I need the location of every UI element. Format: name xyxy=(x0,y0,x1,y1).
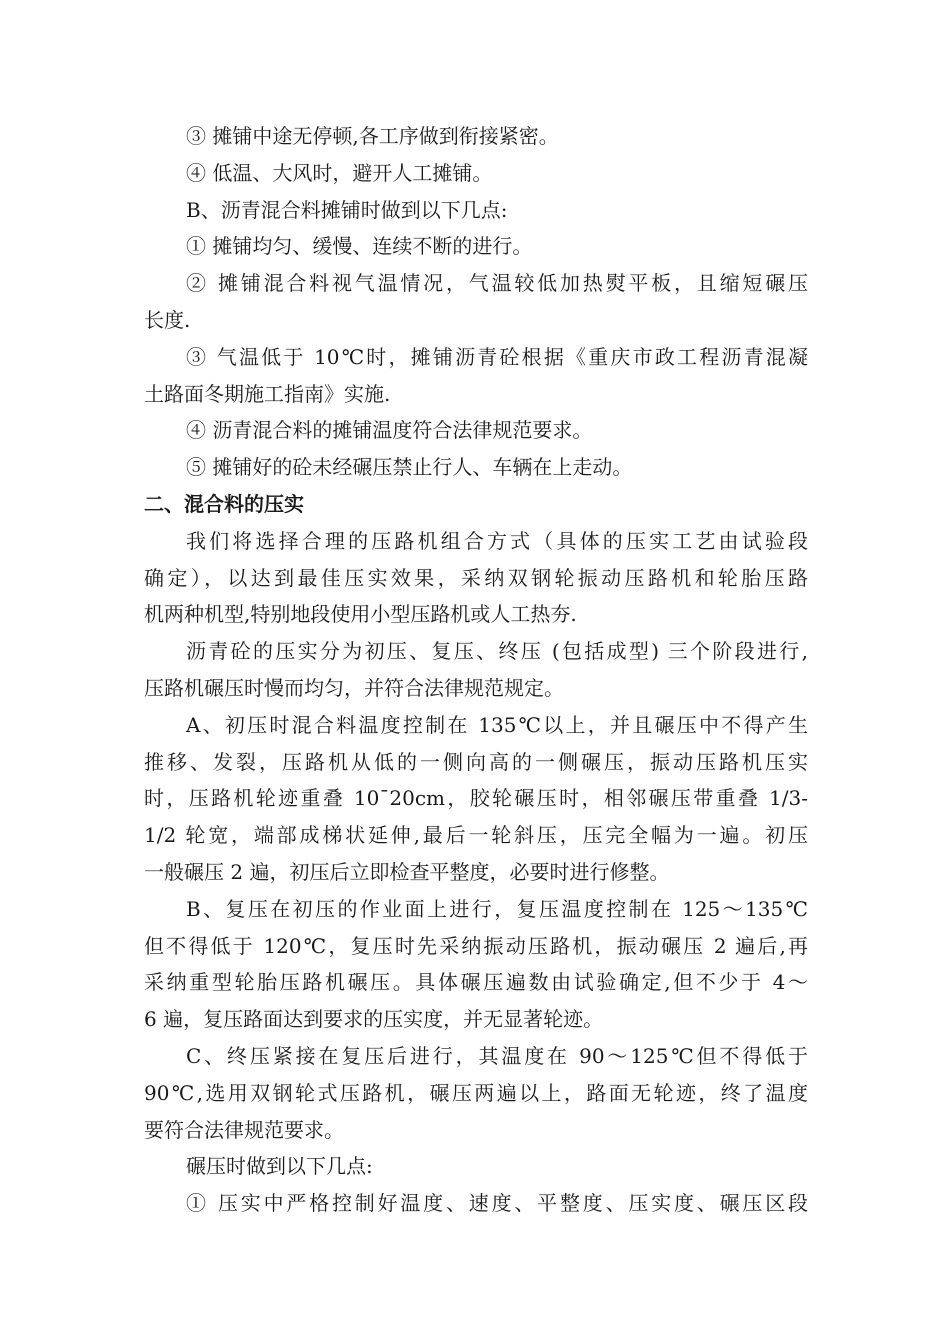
paragraph-line: 采纳重型轮胎压路机碾压。具体碾压遍数由试验确定,但不少于 4～ xyxy=(144,970,808,995)
paragraph-line: 但不得低于 120℃，复压时先采纳振动压路机，振动碾压 2 遍后,再 xyxy=(144,933,808,958)
paragraph-line: B、复压在初压的作业面上进行，复压温度控制在 125～135℃ xyxy=(186,896,808,921)
paragraph-line: 时，压路机轮迹重叠 10¯20cm，胶轮碾压时，相邻碾压带重叠 1/3- xyxy=(144,786,808,811)
paragraph-line: 90℃,选用双钢轮式压路机，碾压两遍以上，路面无轮迹，终了温度 xyxy=(144,1080,808,1105)
list-item-2: ② 摊铺混合料视气温情况，气温较低加热熨平板，且缩短碾压 xyxy=(186,271,808,296)
document-body xyxy=(144,118,808,1222)
paragraph-line: C、终压紧接在复压后进行，其温度在 90～125℃但不得低于 xyxy=(186,1043,808,1068)
paragraph-line: 沥青砼的压实分为初压、复压、终压 (包括成型) 三个阶段进行, xyxy=(186,639,808,664)
section-b-title: B、沥青混合料摊铺时做到以下几点: xyxy=(186,197,508,222)
section-heading-compaction: 二、混合料的压实 xyxy=(144,491,304,516)
paragraph-line: 推移、发裂，压路机从低的一侧向高的一侧碾压，振动压路机压实 xyxy=(144,749,808,774)
paragraph-line: 6 遍，复压路面达到要求的压实度，并无显著轮迹。 xyxy=(144,1007,604,1032)
paragraph-line: 一般碾压 2 遍，初压后立即检查平整度，必要时进行修整。 xyxy=(144,859,670,884)
paragraph-line: 机两种机型,特别地段使用小型压路机或人工热夯. xyxy=(144,602,577,627)
list-item-3-temperature-continued: 土路面冬期施工指南》实施. xyxy=(144,381,391,406)
paragraph-line: 压路机碾压时慢而均匀，并符合法律规范规定。 xyxy=(144,675,564,700)
list-item-4: ④ 低温、大风时，避开人工摊铺。 xyxy=(186,160,493,185)
paragraph-line: 要符合法律规范要求。 xyxy=(144,1117,344,1142)
list-item-2-continued: 长度. xyxy=(144,307,191,332)
list-item-1-compaction: ① 压实中严格控制好温度、速度、平整度、压实度、碾压区段 xyxy=(186,1191,808,1216)
list-item-3-temperature: ③ 气温低于 10℃时，摊铺沥青砼根据《重庆市政工程沥青混凝 xyxy=(186,344,808,369)
paragraph-line: 我们将选择合理的压路机组合方式（具体的压实工艺由试验段 xyxy=(186,528,808,553)
paragraph-line: 1/2 轮宽，端部成梯状延伸,最后一轮斜压，压完全幅为一遍。初压 xyxy=(144,823,808,848)
list-item-3: ③ 摊铺中途无停顿,各工序做到衔接紧密。 xyxy=(186,124,559,148)
paragraph-line: 确定），以达到最佳压实效果，采纳双钢轮振动压路机和轮胎压路 xyxy=(144,565,808,590)
paragraph-line: A、初压时混合料温度控制在 135℃以上，并且碾压中不得产生 xyxy=(186,712,808,737)
list-item-4-paving-temperature: ④ 沥青混合料的摊铺温度符合法律规范要求。 xyxy=(186,418,593,443)
paragraph-line: 碾压时做到以下几点: xyxy=(186,1154,373,1179)
list-item-5: ⑤ 摊铺好的砼未经碾压禁止行人、车辆在上走动。 xyxy=(186,455,633,480)
list-item-1: ① 摊铺均匀、缓慢、连续不断的进行。 xyxy=(186,234,533,259)
